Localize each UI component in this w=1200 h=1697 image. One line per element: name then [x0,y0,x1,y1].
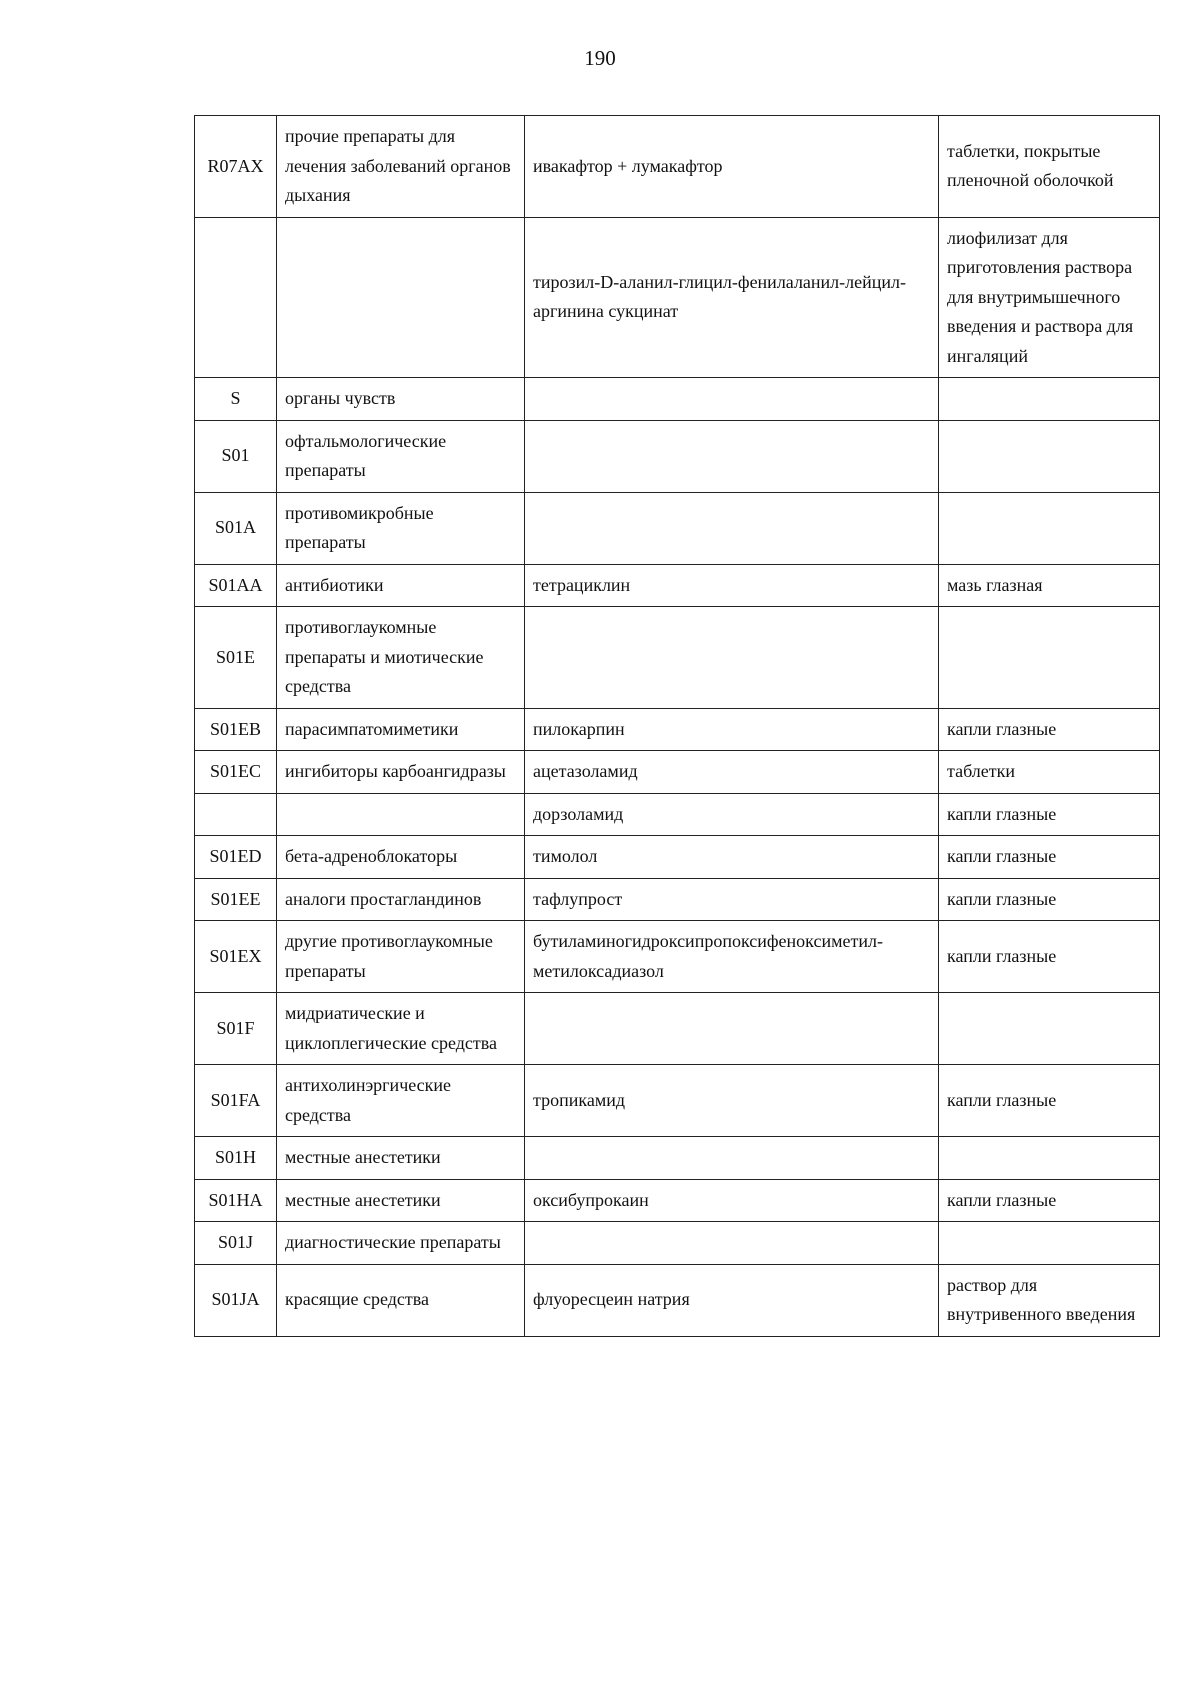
atc-code-cell: S01J [195,1222,277,1265]
table-row [195,420,1160,492]
group-name-cell: офтальмологические препараты [277,420,525,492]
drug-name-cell [525,993,939,1065]
atc-code-cell: S01EC [195,751,277,794]
group-name-cell: противомикробные препараты [277,492,525,564]
dosage-form-cell: капли глазные [939,878,1160,921]
drug-name-cell: тетрациклин [525,564,939,607]
table-row [195,708,1160,751]
dosage-form-cell: лиофилизат для приготовления раствора для внутримышечного введения и раствора для ингаляций [939,217,1160,378]
drug-name-cell [525,492,939,564]
table-row [195,921,1160,993]
atc-code-cell: S01 [195,420,277,492]
atc-code-cell: S01A [195,492,277,564]
atc-code-cell: S01EB [195,708,277,751]
table-row [195,492,1160,564]
drug-name-cell: тафлупрост [525,878,939,921]
group-name-cell: прочие препараты для лечения заболеваний органов дыхания [277,116,525,218]
atc-code-cell: S01ED [195,836,277,879]
group-name-cell: ингибиторы карбоангидразы [277,751,525,794]
table-row [195,1264,1160,1336]
dosage-form-cell: раствор для внутривенного введения [939,1264,1160,1336]
dosage-form-cell: капли глазные [939,793,1160,836]
group-name-cell: органы чувств [277,378,525,421]
atc-code-cell [195,793,277,836]
dosage-form-cell [939,1222,1160,1265]
group-name-cell: красящие средства [277,1264,525,1336]
drug-name-cell [525,1137,939,1180]
dosage-form-cell [939,420,1160,492]
atc-code-cell: S01H [195,1137,277,1180]
drug-name-cell: ацетазоламид [525,751,939,794]
dosage-form-cell [939,378,1160,421]
drug-table [194,115,1160,1337]
table-row [195,1222,1160,1265]
table-row [195,878,1160,921]
group-name-cell: бета-адреноблокаторы [277,836,525,879]
page-number: 190 [584,46,616,70]
drug-name-cell [525,1222,939,1265]
dosage-form-cell: капли глазные [939,921,1160,993]
group-name-cell: антихолинэргические средства [277,1065,525,1137]
atc-code-cell: S [195,378,277,421]
table-row [195,1065,1160,1137]
group-name-cell: местные анестетики [277,1179,525,1222]
atc-code-cell: S01FA [195,1065,277,1137]
dosage-form-cell: мазь глазная [939,564,1160,607]
atc-code-cell: S01EX [195,921,277,993]
drug-name-cell [525,607,939,709]
group-name-cell: диагностические препараты [277,1222,525,1265]
table-row [195,1179,1160,1222]
group-name-cell: местные анестетики [277,1137,525,1180]
dosage-form-cell: капли глазные [939,1065,1160,1137]
table-row [195,836,1160,879]
dosage-form-cell: капли глазные [939,836,1160,879]
group-name-cell [277,793,525,836]
table-row [195,793,1160,836]
drug-name-cell: тропикамид [525,1065,939,1137]
drug-name-cell [525,378,939,421]
table-row [195,378,1160,421]
drug-table-body [195,116,1160,1337]
atc-code-cell: S01AA [195,564,277,607]
atc-code-cell: S01E [195,607,277,709]
dosage-form-cell [939,492,1160,564]
drug-name-cell: флуоресцеин натрия [525,1264,939,1336]
group-name-cell: другие противоглаукомные препараты [277,921,525,993]
dosage-form-cell: таблетки [939,751,1160,794]
group-name-cell: противоглаукомные препараты и миотические средства [277,607,525,709]
dosage-form-cell [939,993,1160,1065]
drug-name-cell: бутиламиногидроксипропоксифеноксиметил-метилоксадиазол [525,921,939,993]
drug-name-cell: ивакафтор + лумакафтор [525,116,939,218]
atc-code-cell [195,217,277,378]
atc-code-cell: S01JA [195,1264,277,1336]
drug-name-cell: тимолол [525,836,939,879]
group-name-cell [277,217,525,378]
dosage-form-cell [939,1137,1160,1180]
table-row [195,1137,1160,1180]
dosage-form-cell: капли глазные [939,708,1160,751]
atc-code-cell: S01HA [195,1179,277,1222]
drug-name-cell [525,420,939,492]
table-row [195,993,1160,1065]
drug-name-cell: дорзоламид [525,793,939,836]
table-row [195,751,1160,794]
drug-name-cell: тирозил-D-аланил-глицил-фенилаланил-лейцил-аргинина сукцинат [525,217,939,378]
atc-code-cell: R07AX [195,116,277,218]
dosage-form-cell: таблетки, покрытые пленочной оболочкой [939,116,1160,218]
table-row [195,564,1160,607]
drug-name-cell: пилокарпин [525,708,939,751]
group-name-cell: парасимпатомиметики [277,708,525,751]
group-name-cell: антибиотики [277,564,525,607]
dosage-form-cell: капли глазные [939,1179,1160,1222]
table-row [195,607,1160,709]
atc-code-cell: S01F [195,993,277,1065]
group-name-cell: мидриатические и циклоплегические средства [277,993,525,1065]
table-row [195,116,1160,218]
table-row [195,217,1160,378]
dosage-form-cell [939,607,1160,709]
group-name-cell: аналоги простагландинов [277,878,525,921]
drug-name-cell: оксибупрокаин [525,1179,939,1222]
atc-code-cell: S01EE [195,878,277,921]
